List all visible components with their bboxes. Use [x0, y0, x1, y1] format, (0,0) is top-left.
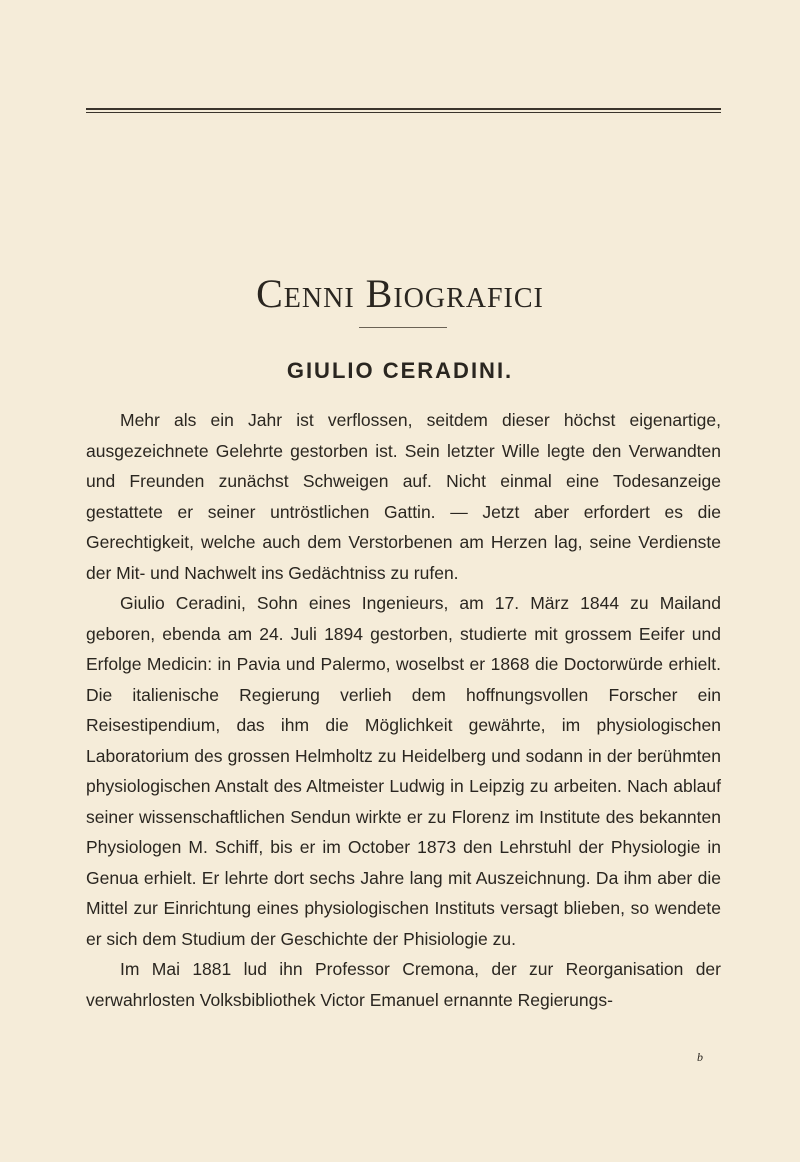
heading-divider [359, 327, 447, 328]
section-subtitle: GIULIO CERADINI. [286, 358, 514, 383]
body-text [86, 405, 721, 1015]
paragraph: Im Mai 1881 lud ihn Professor Cremona, der zur Reorganisation der verwahrlosten Volksbibliothek Victor Emanuel ernannte Regierungs- [86, 959, 721, 1010]
paragraph: Mehr als ein Jahr ist verflossen, seitdem dieser höchst eigenartige, ausgezeichnete Gelehrte gestorben ist. Sein letzter Wille legte den Verwandten und Freunden zunächst Schweigen auf. Nicht einmal eine Todesanzeige gestattete er seiner untröstlichen Gattin. — Jetzt aber erfordert es die Gerechtigkeit, welche auch dem Verstorbenen am Herzen lag, seine Verdienste der Mit- und Nachwelt ins Gedächtniss zu rufen. [86, 410, 721, 583]
chapter-heading: Cenni Biografici [256, 271, 544, 316]
top-double-rule [86, 108, 721, 113]
paragraph: Giulio Ceradini, Sohn eines Ingenieurs, am 17. März 1844 zu Mailand geboren, ebenda am 24. Juli 1894 gestorben, studierte mit grossem Eeifer und Erfolge Medicin: in Pavia und Palermo, woselbst er 1868 die Doctorwürde erhielt. Die italienische Regierung verlieh dem hoffnungsvollen Forscher ein Reisestipendium, das ihm die Möglichkeit gewährte, im physiologischen Laboratorium des grossen Helmholtz zu Heidelberg und sodann in der berühmten physiologischen Anstalt des Altmeister Ludwig in Leipzig zu arbeiten. Nach ablauf seiner wissenschaftlichen Sendun wirkte er zu Florenz im Institute des bekannten Physiologen M. Schiff, bis er im October 1873 den Lehrstuhl der Physiologie in Genua erhielt. Er lehrte dort sechs Jahre lang mit Auszeichnung. Da ihm aber die Mittel zur Einrichtung eines physiologischen Instituts versagt blieben, so wendete er sich dem Studium der Geschichte der Phisiologie zu. [86, 593, 721, 949]
printer-signature-mark: b [697, 1050, 703, 1064]
